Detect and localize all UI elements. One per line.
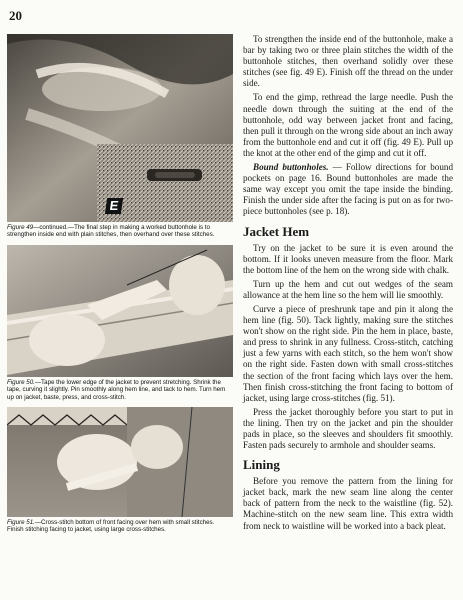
bound-buttonholes-runin: Bound buttonholes. bbox=[253, 162, 329, 173]
figure-50-label: Figure 50. bbox=[7, 378, 35, 386]
figure-50-caption bbox=[7, 379, 233, 401]
heading-jacket-hem: Jacket Hem bbox=[243, 223, 310, 239]
figure-50-caption-text: —Tape the lower edge of the jacket to prevent stretching. Shrink the tape, curving it slightly. Pin smoothly along hem line, and tack to hem. Turn hem up on jacket, baste, press, and cross-stitch. bbox=[7, 378, 226, 401]
heading-lining: Lining bbox=[243, 457, 280, 473]
page-number: 20 bbox=[9, 8, 22, 23]
paragraph-hem-turn-up: Turn up the hem and cut out wedges of the seam allowance at the hem line so the hem will lie smoothly. bbox=[243, 278, 453, 300]
paragraph-hem-tape: Curve a piece of preshrunk tape and pin it along the hem line (fig. 50). Tack lightly, making sure the stitches won't show on the right side. Pin the hem in place, baste, and press to shrink in any fullness. Cross-stitch, catching just a few yarns with each stitch, so the hem won't show on the right side. Fasten down with small cross-stitches the section of the front facing which lays over the hem. Then finish cross-stitching the front facing to bottom of jacket, using large cross-stitches (fig. 51). bbox=[243, 303, 453, 403]
figure-51-caption bbox=[7, 519, 233, 534]
paragraph-end-gimp: To end the gimp, rethread the large needle. Push the needle down through the suiting at the end of the buttonhole, odd way between jacket front and facing, then pull it through on the wrong side about an inch away from the buttonhole end and cut it off (fig. 49 E). Pull up the knot at the other end of the gimp and cut it off. bbox=[243, 92, 453, 158]
figures-column bbox=[7, 34, 233, 534]
paragraph-press-jacket: Press the jacket thoroughly before you start to put in the lining. Then try on the jacket and pin the shoulder pads in place, so the sleeves and shoulders fit smoothly. Fasten pads securely to armhole and shoulder seams. bbox=[243, 406, 453, 451]
figure-51-caption-text: —Cross-stitch bottom of front facing over hem with small stitches. Finish stitching facing to jacket, using large cross-stitches. bbox=[7, 519, 215, 534]
paragraph-lining: Before you remove the pattern from the lining for jacket back, mark the new seam line along the center back of pattern from the neck to the waistline (fig. 52). Machine-stitch on the new seam line. This extra width from neck to waistline will be worked into a back pleat. bbox=[243, 476, 453, 531]
paragraph-hem-try-on: Try on the jacket to be sure it is even around the bottom. If it looks uneven measure from the floor. Mark the bottom line of the hem on the wrong side with chalk. bbox=[243, 242, 453, 275]
figure-49-photo bbox=[7, 34, 233, 222]
text-column bbox=[243, 34, 453, 532]
figure-49-caption-text: —continued.—The final step in making a worked buttonhole is to strengthen inside end with plain stitches, then overhand over these stitches. bbox=[7, 224, 215, 239]
figure-50-photo bbox=[7, 245, 233, 377]
figure-49-inset-letter: E bbox=[105, 198, 123, 214]
figure-51-photo bbox=[7, 407, 233, 517]
bound-buttonholes-text: — Follow directions for bound pockets on page 16. Bound buttonholes are made the same way except you omit the tape inside the binding. Finish the under side after the facing is put on as for two-piece buttonholes (see p. 18). bbox=[243, 162, 453, 217]
figure-51-label: Figure 51. bbox=[7, 519, 35, 527]
paragraph-bound-buttonholes bbox=[243, 162, 453, 217]
figure-49-label: Figure 49 bbox=[7, 224, 34, 231]
figure-49-caption bbox=[7, 224, 231, 239]
paragraph-buttonhole-strengthen: To strengthen the inside end of the buttonhole, make a bar by taking two or three plain stitches the width of the buttonhole stitches, then overhand solidly over these stitches (see fig. 49 E). Finish off the thread on the under side. bbox=[243, 34, 453, 89]
